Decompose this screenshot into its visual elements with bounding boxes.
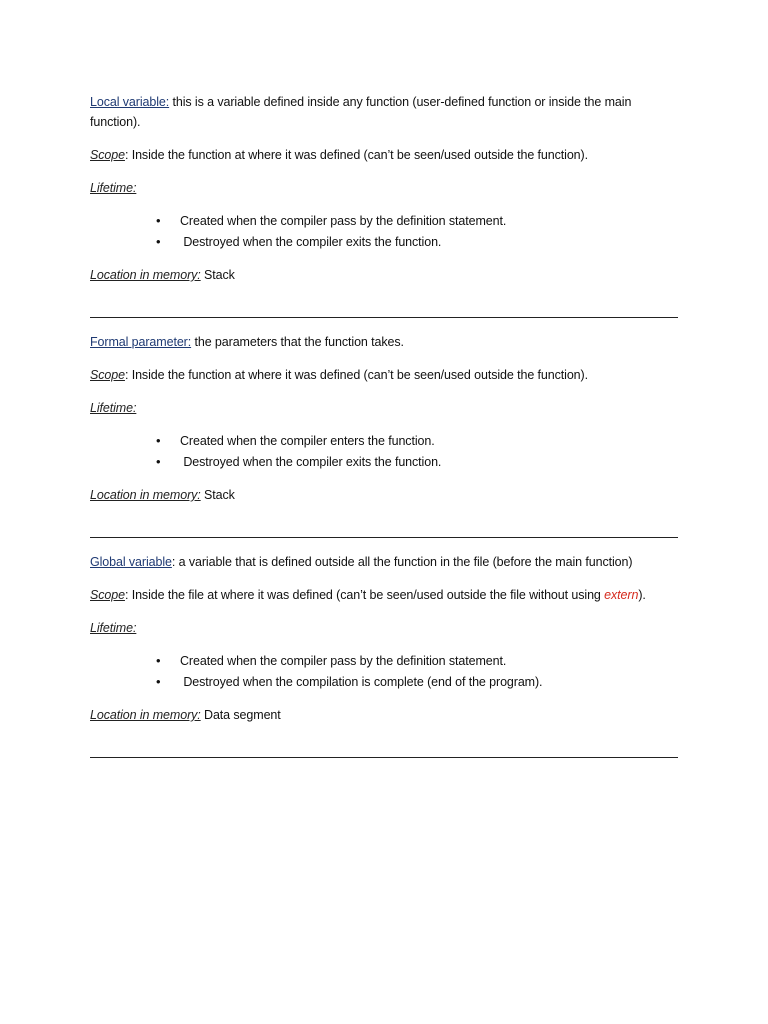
lifetime-label: Lifetime: [90,181,137,195]
lifetime-label-line [90,398,136,418]
definition-paragraph [90,332,404,352]
list-item-text: Created when the compiler pass by the definition statement. [180,214,507,228]
bullet-icon: • [156,454,161,469]
bullet-icon: • [156,213,161,228]
section-global-variable [90,552,678,762]
definition-text: : a variable that is defined outside all the function in the file (before the main function) [171,555,633,569]
location-line [90,485,235,505]
definition-text: this is a variable defined inside any function (user-defined function or inside the main function). [90,95,632,129]
scope-label: Scope [90,368,125,382]
location-line [90,265,235,285]
list-item [156,232,441,252]
list-item [156,651,506,671]
list-item-text: Created when the compiler enters the function. [180,434,435,448]
section-divider [90,317,678,318]
scope-text: : Inside the function at where it was defined (can’t be seen/used outside the function). [124,148,588,162]
bullet-icon: • [156,674,161,689]
lifetime-label: Lifetime: [90,621,137,635]
definition-paragraph [90,92,678,132]
bullet-icon: • [156,653,161,668]
term-heading: Formal parameter: [90,335,192,349]
bullet-icon: • [156,433,161,448]
list-item-text: Destroyed when the compiler exits the function. [180,235,442,249]
scope-line [90,145,588,165]
scope-label: Scope [90,148,125,162]
list-item-text: Destroyed when the compiler exits the function. [180,455,442,469]
location-value: Stack [200,488,235,502]
list-item [156,211,506,231]
location-label: Location in memory: [90,488,201,502]
location-value: Data segment [200,708,281,722]
scope-line [90,365,588,385]
list-item-text: Destroyed when the compilation is complete (end of the program). [180,675,543,689]
lifetime-label-line [90,178,136,198]
list-item [156,672,542,692]
section-local-variable [90,92,678,322]
location-label: Location in memory: [90,708,201,722]
term-heading: Local variable: [90,95,170,109]
extern-keyword: extern [604,588,639,602]
section-formal-parameter [90,332,678,542]
section-divider [90,537,678,538]
scope-label: Scope [90,588,125,602]
list-item-text: Created when the compiler pass by the definition statement. [180,654,507,668]
section-divider [90,757,678,758]
lifetime-label-line [90,618,136,638]
scope-text-end: ). [638,588,646,602]
list-item [156,431,435,451]
lifetime-label: Lifetime: [90,401,137,415]
definition-text: the parameters that the function takes. [191,335,404,349]
location-label: Location in memory: [90,268,201,282]
scope-text: : Inside the file at where it was defined (can’t be seen/used outside the file without using [124,588,605,602]
list-item [156,452,441,472]
bullet-icon: • [156,234,161,249]
location-value: Stack [200,268,235,282]
scope-text: : Inside the function at where it was defined (can’t be seen/used outside the function). [124,368,588,382]
location-line [90,705,281,725]
definition-paragraph [90,552,632,572]
term-heading: Global variable [90,555,172,569]
scope-line [90,585,646,605]
